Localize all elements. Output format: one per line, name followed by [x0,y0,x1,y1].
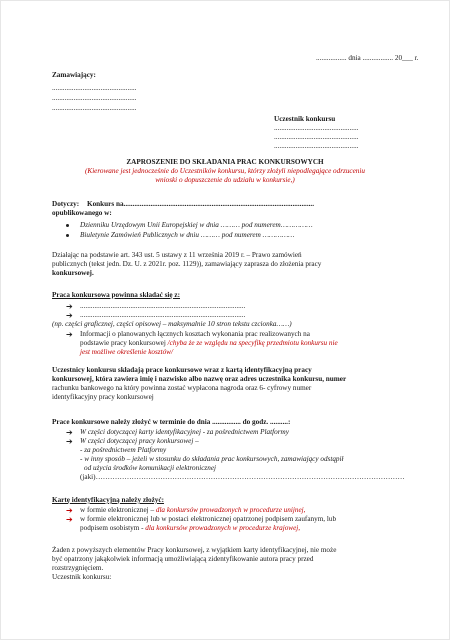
date-line: ................. dnia ................. 20___ r. [316,54,419,62]
bullet-icon [66,224,69,227]
dotyczy-item: Biuletynie Zamówień Publicznych w dniu ……… pod numerem …………… [80,231,295,239]
uczestnicy-line: identyfikacyjny pracy konkursowej [52,393,154,401]
karta-item-text: w formie elektronicznej – [80,506,156,514]
bullet-icon [66,234,69,237]
page-title: ZAPROSZENIE DO SKŁADANIA PRAC KONKURSOWYCH [126,158,324,166]
karta-item-note: dla konkursów prowadzonych w procedurze unijnej, [155,506,306,514]
closing-line: rozstrzygnięciem. [52,564,104,572]
arrow-right-icon: ➔ [66,311,73,320]
subtitle-line: wnioski o dopuszczenie do udziału w konkursie,) [155,176,295,184]
uczestnik-line: ............................................... [274,124,359,132]
termin-sub: - za pośrednictwem Platformy [80,446,167,454]
praca-note: (np. części graficznej, części opisowej – maksymalnie 10 stron tekstu czcionka……) [52,320,292,328]
closing-line: być opatrzony jakąkolwiek informacją umożliwiającą zidentyfikowanie autora pracy przed [52,555,314,563]
termin-sub: (jaki)………………………………………………………………………………………………………………… [80,473,405,481]
praca-item: ............................................................................................ [80,302,246,310]
dotyczy-item: Dzienniku Urzędowym Unii Europejskiej w dnia ……… pod numerem…………… [80,221,313,229]
uczestnik-label: Uczestnik konkursu [274,115,336,123]
arrow-right-icon: ➔ [66,437,73,446]
arrow-right-icon: ➔ [66,428,73,437]
termin-heading: Prace konkursowe należy złożyć w terminie do dnia ................ do godz. ..........: [52,418,291,426]
termin-item: W części dotyczącej karty identyfikacyjnej - za pośrednictwem Platformy [80,428,289,436]
praca-item: ............................................................................................ [80,311,246,319]
subtitle-line: (Kierowane jest jednocześnie do Uczestników konkursu, którzy złożyli niepodlegające odrzuceniu [85,167,365,175]
praca-info-text: podstawie pracy konkursowej [80,339,168,347]
praca-info-line [80,339,338,348]
praca-heading: Praca konkursowa powinna składać się z: [52,291,180,299]
legal-line: konkursowej. [52,269,94,277]
karta-item-note: dla konkursów prowadzonych w procedurze krajowej, [145,524,301,532]
arrow-right-icon: ➔ [66,330,73,339]
karta-item-text: podpisem osobistym - [80,524,146,532]
zamawiajacy-line: ............................................... [52,94,137,102]
praca-info-note: jest możliwe określenie kosztów/ [80,348,173,356]
karta-item: w formie elektronicznej lub w postaci elektronicznej opatrzonej podpisem zaufanym, lub [80,515,337,523]
karta-item [80,524,300,533]
arrow-right-icon: ➔ [66,515,73,524]
karta-item [80,506,305,515]
uczestnicy-line: rachunku bankowego na który powinna zostać wypłacona nagroda oraz 6- cyfrowy numer [52,384,312,392]
zamawiajacy-label: Zamawiający: [52,71,96,79]
termin-sub: od użycia środków komunikacji elektronicznej [84,464,217,472]
dotyczy-published: opublikowanego w: [52,209,112,217]
uczestnicy-line: Uczestnicy konkursu składają prace konkursowe wraz z kartą identyfikacyjną pracy [52,366,312,374]
termin-item: W części dotyczącej pracy konkursowej – [80,437,199,445]
uczestnik-line: ............................................... [274,133,359,141]
dotyczy-label: Dotyczy: [52,200,80,208]
termin-sub: - w inny sposób – jeżeli w stosunku do składania prac konkursowych, zamawiający odstąpił [80,455,344,463]
uczestnik-line: ............................................... [274,142,359,150]
arrow-right-icon: ➔ [66,302,73,311]
legal-line: publicznych (tekst jedn. Dz. U. z 2021r. poz. 1129)), zamawiający zaprasza do złożenia pracy [52,260,322,268]
uczestnicy-line: konkursowej, która zawiera imię i nazwisko albo nazwę oraz adres uczestnika konkursu, numer [52,375,347,383]
karta-heading: Kartę identyfikacyjną należy złożyć: [52,496,164,504]
praca-info-line: Informacji o planowanych łącznych kosztach wykonania prac realizowanych na [80,330,310,338]
closing-line: Żaden z powyższych elementów Pracy konkursowej, z wyjątkiem karty identyfikacyjnej, nie może [52,546,337,554]
signature-label: Uczestnik konkursu: [52,573,112,581]
dotyczy-text: Konkurs na.......................................................................................................... [87,200,315,208]
zamawiajacy-line: ............................................... [52,104,137,112]
zamawiajacy-line: ............................................... [52,84,137,92]
arrow-right-icon: ➔ [66,506,73,515]
praca-info-note: /chyba że ze względu na specyfikę przedmiotu konkursu nie [167,339,338,347]
legal-line: Działając na podstawie art. 343 ust. 5 ustawy z 11 września 2019 r. – Prawo zamówień [52,251,302,259]
